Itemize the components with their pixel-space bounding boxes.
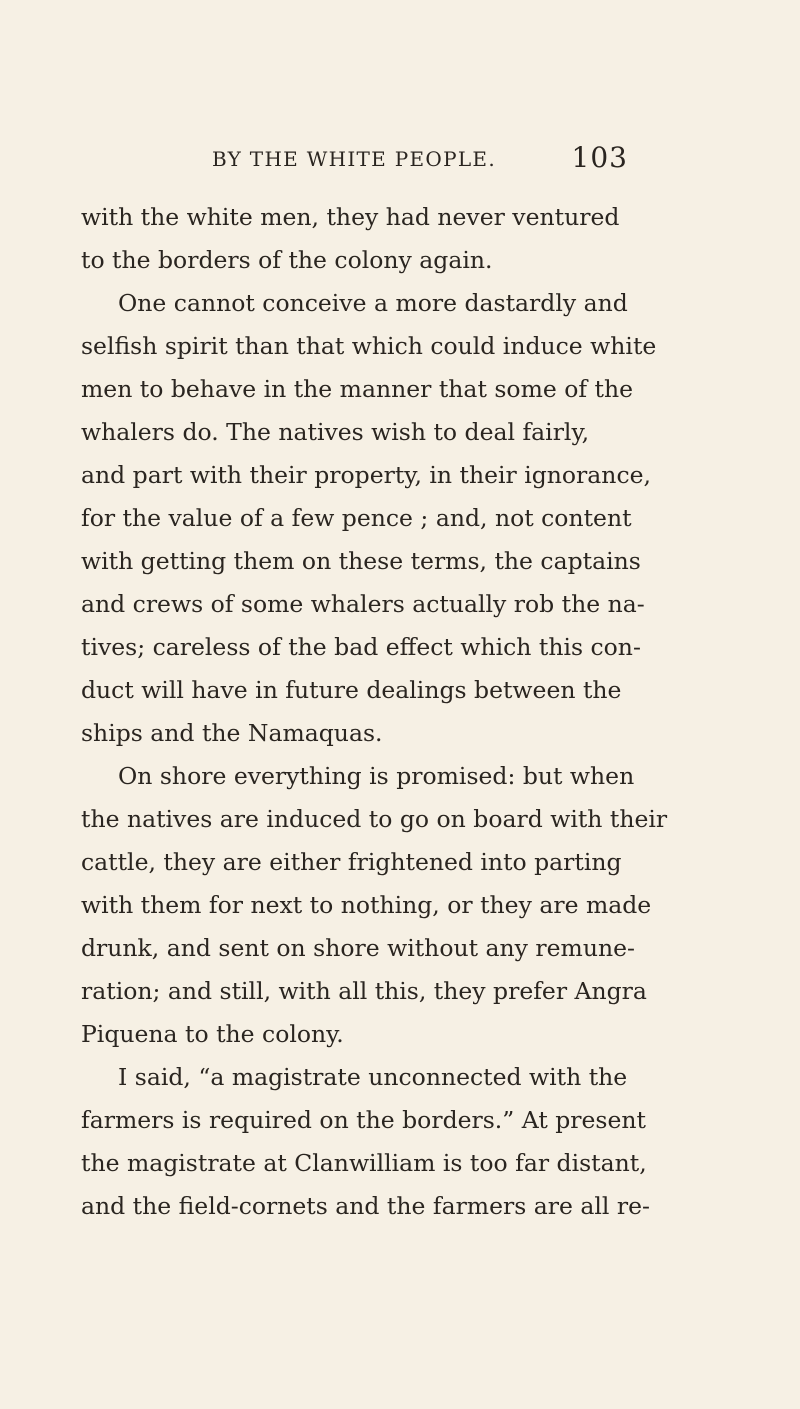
text-line: with getting them on these terms, the captains — [81, 547, 641, 575]
text-line: and crews of some whalers actually rob the na- — [81, 590, 645, 618]
page-number: 103 — [571, 141, 628, 174]
text-line: selfish spirit than that which could induce white — [81, 332, 657, 360]
text-line: the magistrate at Clanwilliam is too far distant, — [81, 1149, 647, 1177]
text-line: and the field-cornets and the farmers are all re- — [81, 1192, 650, 1220]
text-line: ships and the Namaquas. — [81, 719, 383, 747]
text-line: farmers is required on the borders.” At present — [81, 1106, 646, 1134]
text-line: with them for next to nothing, or they are made — [81, 891, 652, 919]
page-header — [212, 141, 628, 181]
text-line: On shore everything is promised: but when — [118, 762, 635, 790]
text-line: whalers do. The natives wish to deal fairly, — [81, 418, 590, 446]
text-line: tives; careless of the bad effect which this con- — [81, 633, 641, 661]
text-line: cattle, they are either frightened into parting — [81, 848, 622, 876]
text-line: for the value of a few pence ; and, not content — [81, 504, 632, 532]
text-line: One cannot conceive a more dastardly and — [118, 289, 628, 317]
text-line: I said, “a magistrate unconnected with the — [118, 1063, 628, 1091]
text-line: drunk, and sent on shore without any remune- — [81, 934, 635, 962]
text-line: Piquena to the colony. — [81, 1020, 344, 1048]
text-line: the natives are induced to go on board with their — [81, 805, 668, 833]
text-line: and part with their property, in their ignorance, — [81, 461, 651, 489]
text-line: to the borders of the colony again. — [81, 246, 493, 274]
text-line: duct will have in future dealings between the — [81, 676, 622, 704]
text-line: with the white men, they had never ventured — [81, 203, 620, 231]
running-head: BY THE WHITE PEOPLE. — [212, 147, 496, 171]
text-line: men to behave in the manner that some of the — [81, 375, 634, 403]
text-line: ration; and still, with all this, they prefer Angra — [81, 977, 647, 1005]
